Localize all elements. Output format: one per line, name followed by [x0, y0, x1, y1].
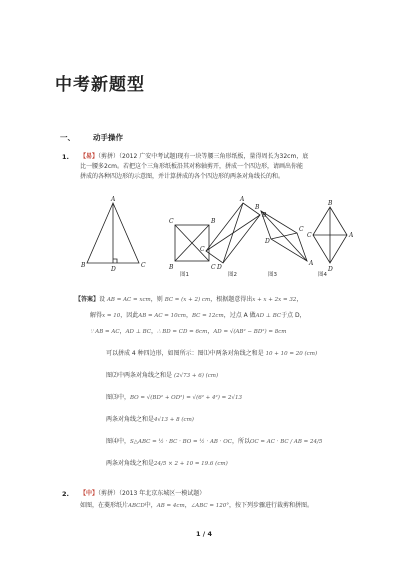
math-expression: BC = 12cm [191, 313, 224, 319]
svg-text:C: C [200, 246, 205, 253]
answer-text: ， [296, 296, 303, 303]
math-expression: ∴ BD = CD = 6cm [156, 329, 208, 335]
math-expression: ABCD [128, 503, 145, 509]
figure-4-parallelogram [261, 211, 307, 261]
question-text: ， [184, 502, 191, 509]
svg-text:D: D [328, 266, 333, 273]
answer-line-9 [106, 460, 228, 468]
math-expression: OC = AC · BC / AB = 24/5 [249, 439, 323, 445]
svg-text:C: C [307, 232, 312, 239]
answer-text: 可以拼成 4 种四边形，如图所示：图⑴中两条对角线之和是 [106, 350, 264, 357]
figure-3-parallelogram [206, 203, 260, 263]
section-heading [60, 132, 123, 143]
svg-text:C: C [169, 218, 174, 225]
figure-label-4: 图4 [318, 272, 327, 278]
math-expression: (2√73 + 6) (cm) [173, 373, 219, 379]
question-2-number: 2. [62, 490, 69, 498]
question-1-line-1 [80, 153, 308, 161]
answer-text: 图⑶中， [106, 394, 131, 401]
answer-text: ，则 [150, 296, 163, 303]
answer-text: 解得 [90, 312, 103, 319]
answer-line-3: ∵ AB = AC，AD ⊥ BC，∴ BD = CD = 6cm，AD = √(AB² − BD²) = 8cm [90, 328, 287, 335]
svg-text:D: D [111, 266, 116, 273]
svg-text:B: B [262, 212, 267, 219]
answer-text: ， [185, 312, 192, 319]
math-expression: BC = (x + 2) cm [164, 297, 211, 303]
answer-line-7 [106, 416, 194, 424]
figure-1-triangle [87, 203, 139, 263]
math-expression: AB = AC = 10cm [138, 313, 186, 319]
math-expression: x = 10 [102, 313, 121, 319]
svg-text:C: C [211, 264, 216, 271]
svg-text:C: C [141, 262, 146, 269]
answer-line-2 [90, 312, 306, 320]
math-expression: 4√13 + 8 (cm) [154, 417, 194, 423]
answer-line-5 [106, 372, 218, 380]
question-2-line-1 [80, 490, 205, 498]
answer-text: ，所以 [231, 438, 250, 445]
answer-line-4 [106, 350, 317, 358]
figure-label-1: 图1 [180, 272, 189, 278]
svg-text:A: A [309, 260, 314, 267]
question-text: 如图，在菱形纸片 [80, 502, 129, 509]
difficulty-tag: 【中】 [80, 490, 99, 497]
svg-text:B: B [328, 200, 333, 207]
figure-label-3: 图3 [268, 272, 277, 278]
math-expression: 24/5 × 2 + 10 = 19.6 (cm) [154, 461, 228, 467]
answer-text: 设 [99, 296, 106, 303]
answer-text: ，因此 [120, 312, 139, 319]
difficulty-tag: 【易】 [80, 153, 99, 160]
question-text: 中， [144, 502, 157, 509]
math-expression: ∠ABC = 120° [190, 503, 229, 509]
answer-tag: 【答案】 [75, 296, 100, 303]
answer-line-6 [106, 394, 242, 402]
answer-text: 于点 D， [281, 312, 306, 319]
svg-text:B: B [81, 262, 86, 269]
question-2-source: （剪拼）（2013 年北京东城区一模试题） [98, 490, 206, 497]
svg-text:C: C [299, 226, 304, 233]
math-expression: S△ABC = ½ · BC · BO = ½ · AB · OC [130, 439, 232, 445]
question-1-source: （剪拼）（2012 广安中考试题)现有一块等腰三角形纸板，量得周长为32cm，底 [98, 153, 309, 160]
math-expression: BO = √(BD² + OD²) = √(6² + 4²) = 2√13 [130, 395, 242, 401]
svg-text:B: B [169, 264, 174, 271]
figure-5-diamond [313, 207, 347, 263]
figure-label-2: 图2 [228, 272, 237, 278]
answer-text: 两条对角线之和是 [106, 416, 155, 423]
svg-text:B: B [211, 218, 216, 225]
answer-text: ，根据题意得出 [210, 296, 253, 303]
svg-text:D: D [217, 264, 222, 271]
question-text: ，按下列步骤进行裁剪和拼图。 [229, 502, 314, 509]
answer-line-1 [75, 296, 302, 304]
answer-text: 图⑷中， [106, 438, 131, 445]
math-expression: ∵ AB = AC [90, 329, 120, 335]
question-2-line-2 [80, 502, 313, 510]
answer-text: 图⑵中两条对角线之和是 [106, 372, 173, 379]
svg-text:A: A [349, 232, 354, 239]
math-expression: AB = AC = xcm [106, 297, 151, 303]
page-number: 1 / 4 [196, 530, 212, 538]
figure-2-rectangle [175, 225, 209, 261]
question-1-number: 1. [62, 153, 69, 161]
answer-line-8 [106, 438, 322, 446]
section-label: 动手操作 [93, 133, 123, 142]
svg-text:B: B [255, 204, 260, 211]
math-expression: AD ⊥ BC [125, 329, 151, 335]
page-title: 中考新题型 [55, 75, 145, 95]
answer-text: ，过点 A 做 [223, 312, 256, 319]
math-expression: x + x + 2x = 32 [252, 297, 297, 303]
svg-text:D: D [265, 238, 270, 245]
svg-text:A: A [111, 196, 116, 203]
math-expression: AD = √(AB² − BD²) = 8cm [213, 329, 287, 335]
math-expression: 10 + 10 = 20 (cm) [265, 351, 318, 357]
math-expression: AD ⊥ BC [255, 313, 282, 319]
answer-text: 两条对角线之和是 [106, 460, 155, 467]
math-expression: AB = 4cm [156, 503, 185, 509]
section-index: 一、 [60, 133, 75, 142]
svg-text:A: A [240, 196, 245, 203]
question-1-figures [75, 195, 355, 275]
question-1-line-3: 拼成的各种四边形的示意图，并计算拼成的各个四边形的两条对角线长的和。 [80, 173, 285, 180]
question-1-line-2: 比一腰多2cm。若把这个三角形纸板沿其对称轴剪开，拼成一个四边形，请画出你能 [80, 163, 303, 170]
